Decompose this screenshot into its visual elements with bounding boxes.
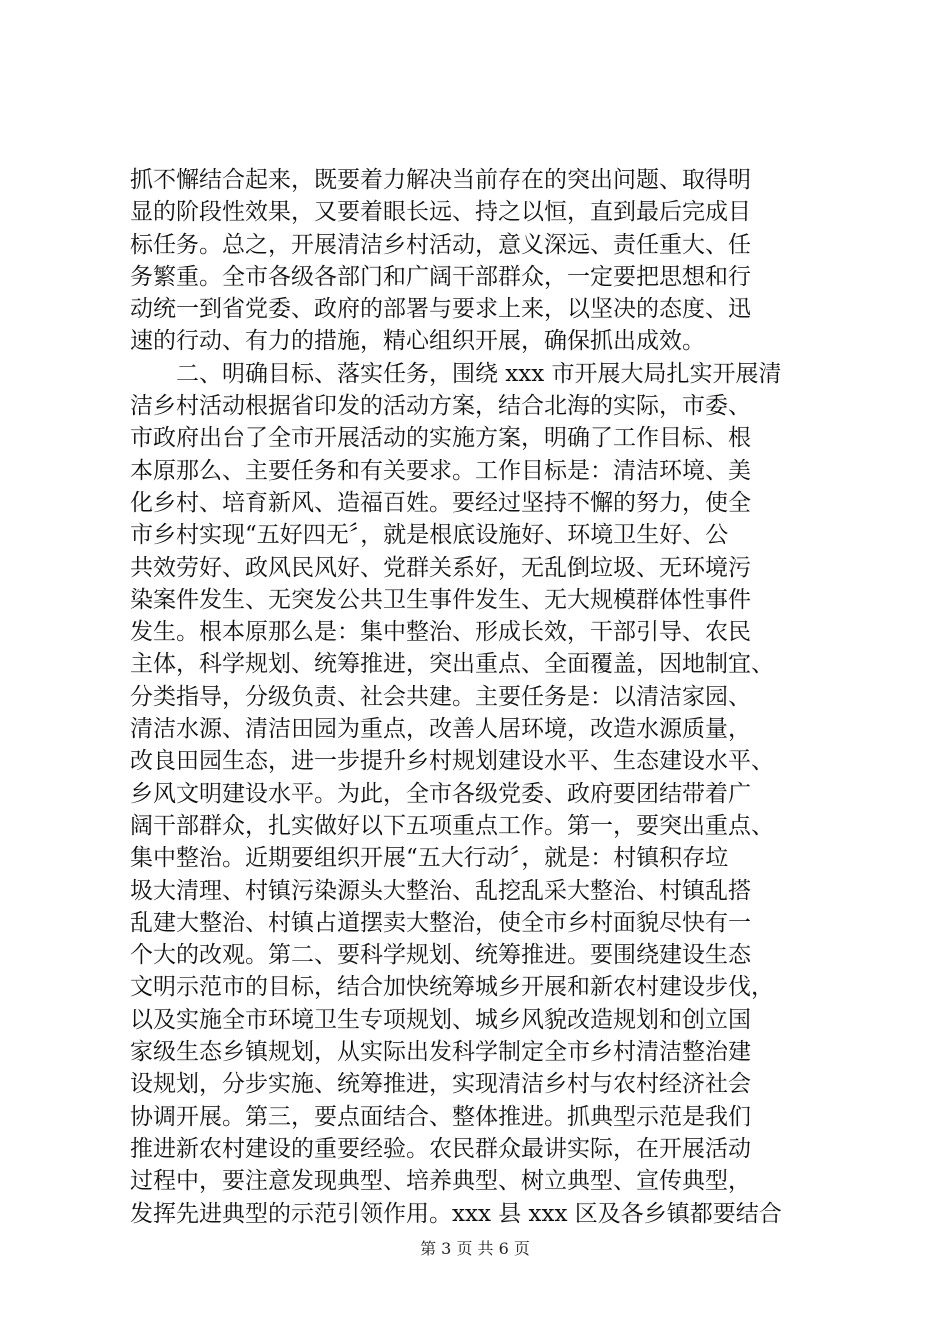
text-line: 清洁水源、清洁田园为重点，改善人居环境，改造水源质量， — [130, 716, 751, 743]
text-line: 改良田园生态，进一步提升乡村规划建设水平、生态建设水平、 — [130, 748, 774, 775]
text-line: 家级生态乡镇规划，从实际出发科学制定全市乡村清洁整治建 — [130, 1039, 751, 1066]
text-line: 标任务。总之，开展清洁乡村活动，意义深远、责任重大、任 — [130, 231, 751, 258]
text-line: 二、明确目标、落实任务，围绕 xxx 市开展大局扎实开展清 — [130, 360, 782, 387]
text-line: 主体，科学规划、统筹推进，突出重点、全面覆盖，因地制宜、 — [130, 651, 774, 678]
body-text — [130, 164, 830, 1230]
text-line: 抓不懈结合起来，既要着力解决当前存在的突出问题、取得明 — [130, 167, 751, 193]
text-line: 阔干部群众，扎实做好以下五项重点工作。第一，要突出重点、 — [130, 812, 774, 839]
text-line: 化乡村、培育新风、造福百姓。要经过坚持不懈的努力，使全 — [130, 489, 751, 516]
text-line: 染案件发生、无突发公共卫生事件发生、无大规模群体性事件 — [130, 586, 751, 613]
text-line: 本原那么、主要任务和有关要求。工作目标是：清洁环境、美 — [130, 457, 751, 484]
text-line: 分类指导，分级负责、社会共建。主要任务是：以清洁家园、 — [130, 683, 751, 710]
text-line: 设规划，分步实施、统筹推进，实现清洁乡村与农村经济社会 — [130, 1071, 751, 1098]
text-line: 发生。根本原那么是：集中整治、形成长效，干部引导、农民 — [130, 619, 751, 646]
text-line: 以及实施全市环境卫生专项规划、城乡风貌改造规划和创立国 — [130, 1006, 751, 1033]
text-line: 乱建大整治、村镇占道摆卖大整治，使全市乡村面貌尽快有一 — [130, 909, 751, 936]
text-line: 市政府出台了全市开展活动的实施方案，明确了工作目标、根 — [130, 425, 751, 452]
text-line: 速的行动、有力的措施，精心组织开展，确保抓出成效。 — [130, 328, 705, 355]
text-line: 个大的改观。第二、要科学规划、统筹推进。要围绕建设生态 — [130, 942, 751, 969]
text-line: 协调开展。第三，要点面结合、整体推进。抓典型示范是我们 — [130, 1103, 751, 1130]
page-footer: 第 3 页 共 6 页 — [420, 1239, 530, 1258]
text-line: 集中整治。近期要组织开展“五大行动〞，就是：村镇积存垃 — [130, 845, 729, 872]
text-line: 发挥先进典型的示范引领作用。xxx 县 xxx 区及各乡镇都要结合 — [130, 1200, 782, 1227]
text-line: 文明示范市的目标，结合加快统筹城乡开展和新农村建设步伐， — [130, 974, 774, 1001]
text-line: 动统一到省党委、政府的部署与要求上来，以坚决的态度、迅 — [130, 296, 751, 323]
text-line: 市乡村实现“五好四无〞，就是根底设施好、环境卫生好、公 — [130, 522, 729, 549]
text-line: 推进新农村建设的重要经验。农民群众最讲实际，在开展活动 — [130, 1135, 751, 1162]
text-line: 洁乡村活动根据省印发的活动方案，结合北海的实际，市委、 — [130, 393, 751, 420]
text-line: 乡风文明建设水平。为此，全市各级党委、政府要团结带着广 — [130, 780, 751, 807]
text-line: 务繁重。全市各级各部门和广阔干部群众，一定要把思想和行 — [130, 263, 751, 290]
text-line: 圾大清理、村镇污染源头大整治、乱挖乱采大整治、村镇乱搭 — [130, 877, 751, 904]
text-line: 过程中，要注意发现典型、培养典型、树立典型、宣传典型， — [130, 1168, 751, 1195]
text-line: 共效劳好、政风民风好、党群关系好，无乱倒垃圾、无环境污 — [130, 554, 751, 581]
text-line: 显的阶段性效果，又要着眼长远、持之以恒，直到最后完成目 — [130, 199, 751, 226]
